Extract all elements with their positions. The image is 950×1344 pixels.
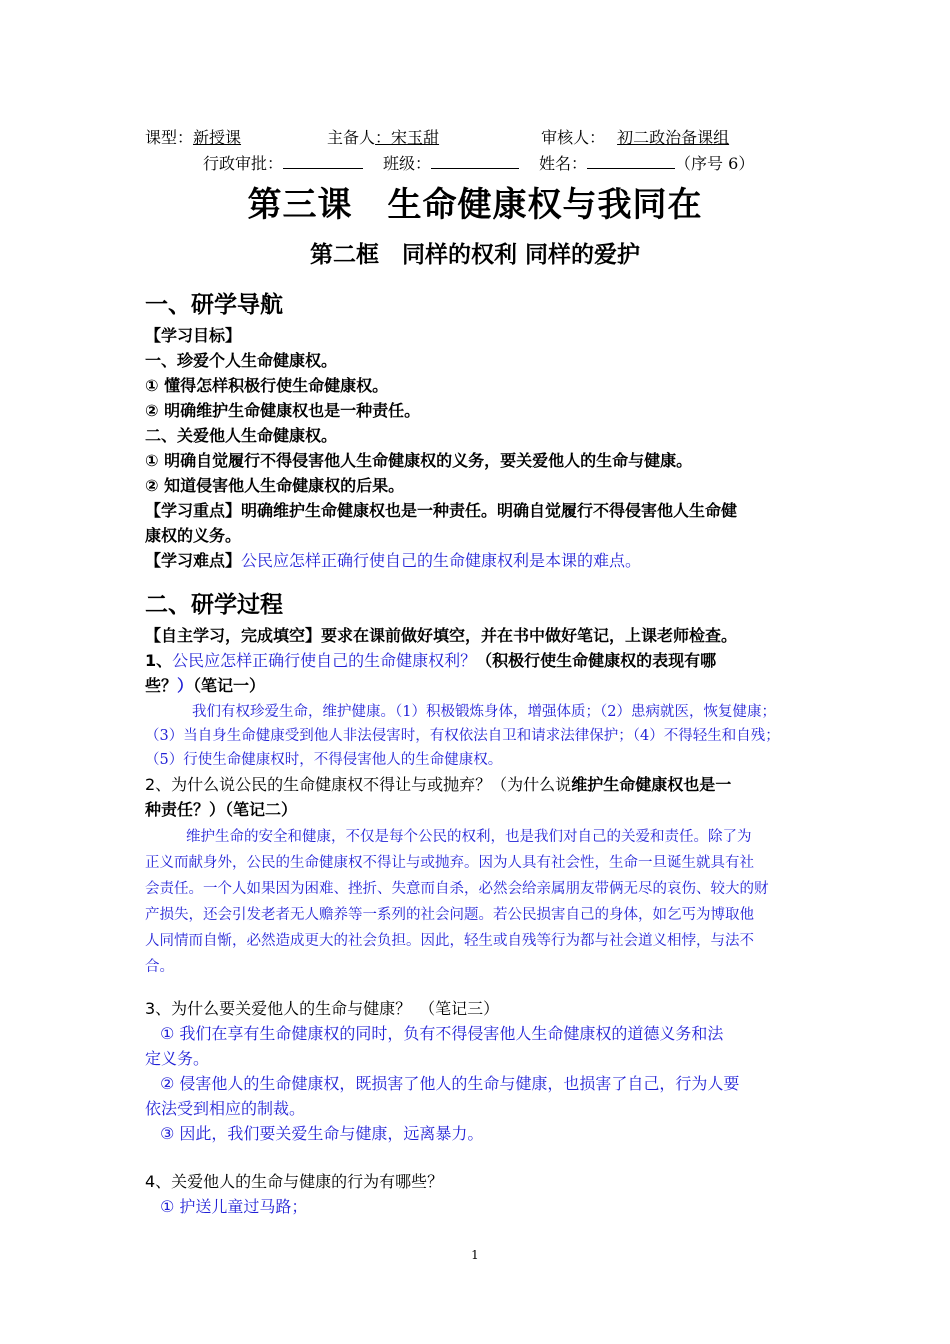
answer-2-line-1: 维护生命的安全和健康，不仅是每个公民的权利，也是我们对自己的关爱和责任。除了为 — [186, 829, 752, 845]
answer-3-item-1-line-2: 定义务。 — [145, 1049, 210, 1068]
answer-3-item-3: ③ 因此，我们要关爱生命与健康，远离暴力。 — [160, 1124, 484, 1143]
goal-1b: ② 明确维护生命健康权也是一种责任。 — [145, 401, 421, 420]
answer-2-line-5: 人同情而自惭，必然造成更大的社会负担。因此，轻生或自残等行为都与社会道义相悖，与法不 — [145, 933, 754, 949]
goal-2: 二、关爱他人生命健康权。 — [145, 426, 338, 445]
answer-1-line-1: 我们有权珍爱生命，维护健康。（1）积极锻炼身体，增强体质；（2）患病就医，恢复健康； — [192, 704, 776, 720]
lesson-subtitle: 第二框 同样的权利 同样的爱护 — [309, 242, 640, 268]
question-2-line-1 — [145, 775, 845, 795]
question-4: 4、关爱他人的生命与健康的行为有哪些？ — [145, 1172, 444, 1191]
question-3: 3、为什么要关爱他人的生命与健康？ （笔记三） — [145, 999, 500, 1018]
reviewer-value: 初二政治备课组 — [617, 128, 730, 147]
answer-2-line-6: 合。 — [145, 959, 174, 975]
section1-heading: 一、研学导航 — [145, 292, 283, 318]
name-label: 姓名： — [539, 154, 588, 173]
difficulty-text: 公民应怎样正确行使自己的生命健康权利是本课的难点。 — [241, 551, 642, 570]
section2-heading: 二、研学过程 — [145, 592, 283, 618]
question-2-line-2: 种责任？）（笔记二） — [145, 800, 298, 819]
goal-2b: ② 知道侵害他人生命健康权的后果。 — [145, 476, 405, 495]
q1-note: （笔记一） — [193, 676, 266, 695]
answer-4-item-1: ① 护送儿童过马路； — [160, 1197, 308, 1216]
difficulty-tag: 【学习难点】 — [145, 551, 242, 570]
admin-blank — [283, 154, 363, 169]
preparer-value: ：宋玉甜 — [375, 128, 440, 147]
question-1-line-1 — [145, 651, 845, 671]
page-number: 1 — [471, 1248, 479, 1262]
name-blank — [587, 154, 675, 169]
goals-tag: 【学习目标】 — [145, 326, 242, 345]
admin-label: 行政审批： — [203, 154, 284, 173]
lesson-title: 第三课 生命健康权与我同在 — [247, 185, 703, 225]
answer-3-item-2-line-1: ② 侵害他人的生命健康权，既损害了他人的生命与健康，也损害了自己，行为人要 — [160, 1074, 740, 1093]
goal-2a: ① 明确自觉履行不得侵害他人生命健康权的义务，要关爱他人的生命与健康。 — [145, 451, 693, 470]
q1-number: 1、 — [145, 651, 173, 670]
answer-2-line-4: 产损失，还会引发老者无人赡养等一系列的社会问题。若公民损害自己的身体，如乞丐为博取他 — [145, 907, 754, 923]
answer-1-line-3: （5）行使生命健康权时，不得侵害他人的生命健康权。 — [145, 752, 503, 768]
q1-text-black: （积极行使生命健康权的表现有哪 — [476, 651, 717, 670]
seq-label: （序号 6） — [675, 154, 755, 173]
q1-text-blue: 公民应怎样正确行使自己的生命健康权利？ — [172, 651, 477, 670]
goal-1: 一、珍爱个人生命健康权。 — [145, 351, 338, 370]
header-line-2 — [203, 154, 903, 174]
goal-1a: ① 懂得怎样积极行使生命健康权。 — [145, 376, 389, 395]
answer-1-line-2: （3）当自身生命健康受到他人非法侵害时，有权依法自卫和请求法律保护；（4）不得轻生和自残； — [145, 728, 780, 744]
header-line-1 — [145, 128, 845, 148]
answer-2-line-2: 正义而献身外，公民的生命健康权不得让与或抛弃。因为人具有社会性，生命一旦诞生就具有社 — [145, 855, 754, 871]
answer-3-item-2-line-2: 依法受到相应的制裁。 — [145, 1099, 306, 1118]
answer-2-line-3: 会责任。一个人如果因为困难、挫折、失意而自杀，必然会给亲属朋友带俩无尽的哀伤、较大的财 — [145, 881, 769, 897]
class-label: 班级： — [383, 154, 432, 173]
type-label: 课型： — [145, 128, 194, 147]
preparer-label: 主备人 — [327, 128, 376, 147]
reviewer-label: 审核人： — [541, 128, 606, 147]
type-value: 新授课 — [193, 128, 242, 147]
key-point-line-2: 康权的义务。 — [145, 526, 242, 545]
answer-3-item-1-line-1: ① 我们在享有生命健康权的同时，负有不得侵害他人生命健康权的道德义务和法 — [160, 1024, 724, 1043]
key-point-line-1: 【学习重点】明确维护生命健康权也是一种责任。明确自觉履行不得侵害他人生命健 — [145, 501, 738, 520]
q1-text-blue-2: ） — [177, 676, 194, 695]
self-study-intro: 【自主学习，完成填空】要求在课前做好填空，并在书中做好笔记，上课老师检查。 — [145, 626, 738, 645]
class-blank — [431, 154, 519, 169]
q1-text-black-2: 些？ — [145, 676, 178, 695]
difficulty-line — [145, 551, 845, 571]
q2-text: 2、为什么说公民的生命健康权不得让与或抛弃？（为什么说 — [145, 775, 572, 794]
q2-text-bold: 维护生命健康权也是一 — [571, 775, 732, 794]
question-1-line-2 — [145, 676, 845, 696]
